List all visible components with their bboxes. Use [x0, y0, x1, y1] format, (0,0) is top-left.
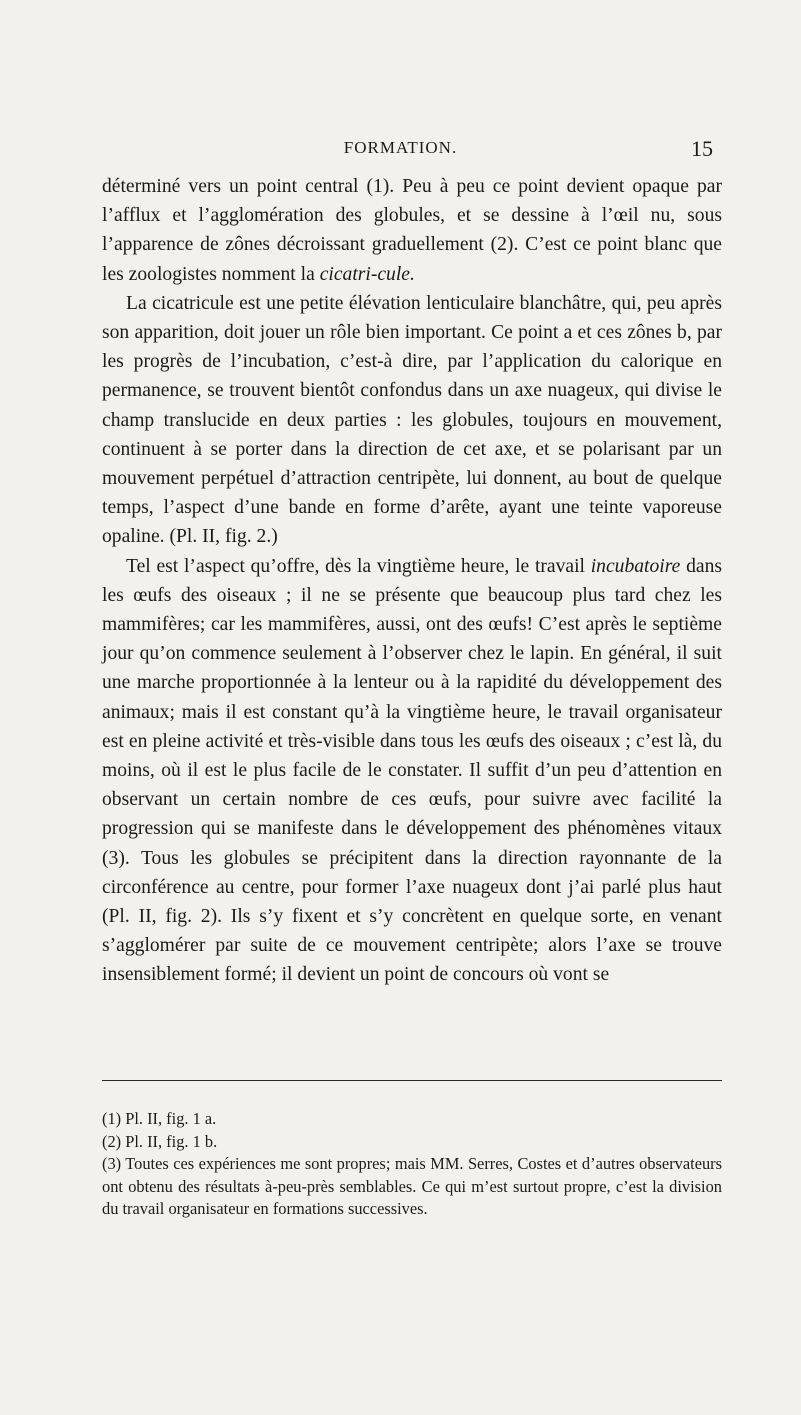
term-incubatoire: incubatoire [590, 555, 681, 577]
paragraph-2: La cicatricule est une petite élévation lenticulaire blanchâtre, qui, peu après son apparition, doit jouer un rôle bien important. Ce point a et ces zônes b, par les progrès de l’incubation, c’est-à dire, par l’application du calorique en permanence, se trouvent bientôt confondus dans un axe nuageux, qui divise le champ translucide en deux parties : les globules, toujours en mouvement, continuent à se porter dans la direction de cet axe, et se polarisant par un mouvement perpétuel d’attraction centripète, lui donnent, au bout de quelque temps, l’aspect d’une bande en forme d’arête, ayant une teinte vaporeuse opaline. (Pl. II, fig. 2.) [102, 292, 722, 548]
footnote-rule [102, 1080, 722, 1081]
paragraph-3-text-b: dans les œufs des oiseaux ; il ne se présente que beaucoup plus tard chez les mammifères; car les mammifères, aussi, ont des œufs! C’est après le septième jour qu’on commence seulement à l’observer chez le lapin. En général, il suit une marche proportionnée à la lenteur ou à la rapidité du développement des animaux; mais il est constant qu’à la vingtième heure, le travail organisateur est en pleine activité et très-visible dans tous les œufs des oiseaux ; c’est là, du moins, où il est le plus facile de le constater. Il suffit d’un peu d’attention en observant un certain nombre de ces œufs, pour suivre avec facilité la progression qui se manifeste dans le développement des phénomènes vitaux (3). Tous les globules se précipitent dans la direction rayonnante de la circonférence au centre, pour former l’axe nuageux dont j’ai parlé plus haut (Pl. II, fig. 2). Ils s’y fixent et s’y concrètent en quelque sorte, en venant s’agglomérer par suite de ce mouvement centripète; alors l’axe se trouve insensiblement formé; il devient un point de concours où vont se [102, 555, 722, 986]
page-header [0, 138, 801, 168]
running-head: FORMATION. [343, 138, 458, 157]
footnotes [102, 1108, 722, 1221]
body-text [102, 172, 722, 990]
footnote-1: (1) Pl. II, fig. 1 a. [102, 1109, 217, 1128]
paragraph-3-text-a: Tel est l’aspect qu’offre, dès la vingtième heure, le travail [126, 555, 591, 577]
footnote-3: (3) Toutes ces expériences me sont propres; mais MM. Serres, Costes et d’autres observateurs ont obtenu des résultats à-peu-près semblables. Ce qui m’est surtout propre, c’est la division du travail organisateur en formations successives. [102, 1154, 722, 1219]
paragraph-3 [102, 552, 722, 990]
paragraph-1 [102, 172, 722, 289]
term-cicatricule: cicatri-cule. [319, 263, 415, 285]
paragraph-1-text: déterminé vers un point central (1). Peu à peu ce point devient opaque par l’afflux et l’agglomération des globules, et se dessine à l’œil nu, sous l’apparence de zônes décroissant graduellement (2). C’est ce point blanc que les zoologistes nomment la [102, 176, 722, 285]
page-number: 15 [691, 136, 713, 161]
footnote-2: (2) Pl. II, fig. 1 b. [102, 1131, 218, 1151]
